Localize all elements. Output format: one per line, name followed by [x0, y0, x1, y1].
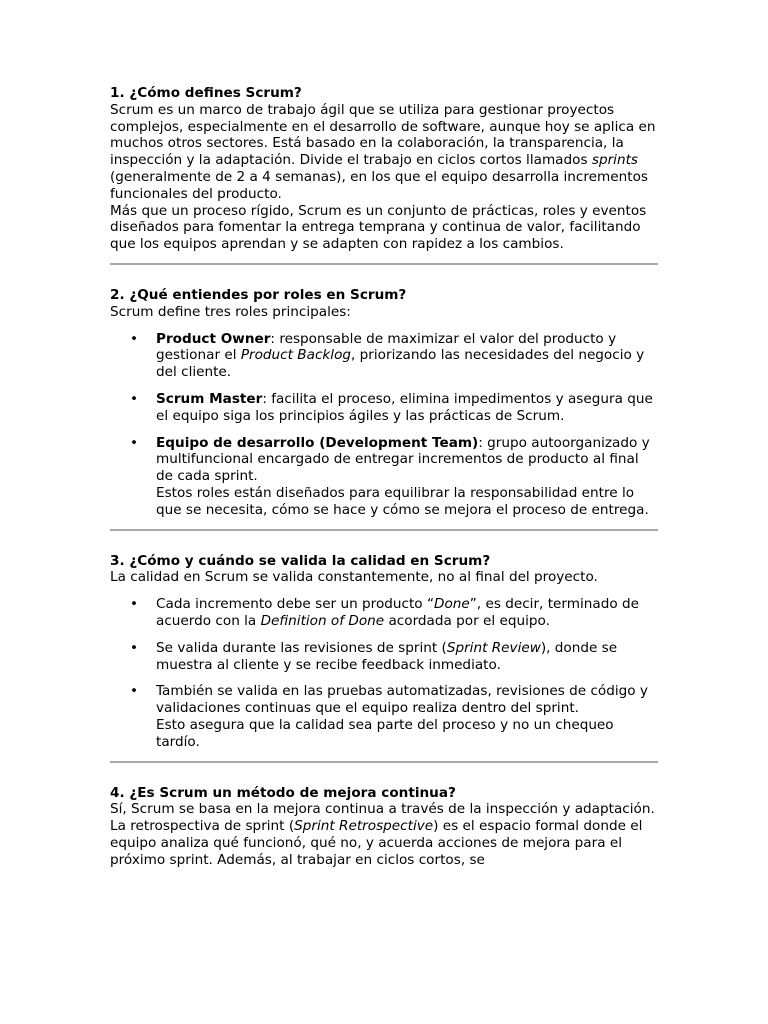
emphasis-text: Product Backlog [240, 347, 352, 364]
text-run: ), donde se muestra al cliente y se recibe feedback inmediato. [156, 639, 618, 673]
bold-text: Equipo de desarrollo (Development Team) [156, 434, 479, 451]
paragraph: La calidad en Scrum se valida constantemente, no al final del proyecto. [110, 569, 598, 586]
section-3 [110, 553, 658, 763]
section-title: 4. ¿Es Scrum un método de mejora continua? [110, 784, 456, 801]
bullet-icon: • [130, 434, 139, 451]
text-run: : responsable de maximizar el valor del producto y gestionar el [156, 330, 617, 364]
paragraph [110, 102, 658, 203]
bullet-icon: • [130, 683, 139, 700]
text-run: acordada por el equipo. [384, 612, 550, 629]
emphasis-text: Sprint Retrospective [294, 818, 434, 835]
paragraph: Scrum define tres roles principales: [110, 303, 351, 320]
section-1 [110, 85, 658, 265]
list-item [110, 331, 658, 381]
text-run: Cada incremento debe ser un producto “ [156, 596, 434, 613]
paragraph: Más que un proceso rígido, Scrum es un conjunto de prácticas, roles y eventos diseñados para fomentar la entrega temprana y continua de valor, facilitando que los equipos aprendan y se adapten con rapidez a los cambios. [110, 202, 647, 253]
bullet-icon: • [130, 596, 139, 613]
text-run: : facilita el proceso, elimina impedimentos y asegura que el equipo siga los principios ágiles y las prácticas de Scrum. [156, 390, 653, 424]
list-item [110, 683, 658, 750]
text-run: Scrum es un marco de trabajo ágil que se utiliza para gestionar proyectos complejos, especialmente en el desarrollo de software, aunque hoy se aplica en muchos otros sectores. Está basado en la colaboración, la transparencia, la inspección y la adaptación. Divide el trabajo en ciclos cortos llamados [110, 101, 656, 169]
paragraph [110, 801, 658, 868]
bold-text: Product Owner [156, 330, 271, 347]
text-run: , priorizando las necesidades del negocio y del cliente. [156, 347, 645, 381]
bullet-icon: • [130, 390, 139, 407]
list-item [110, 640, 658, 674]
text-run: Esto asegura que la calidad sea parte del proceso y no un chequeo tardío. [156, 716, 614, 750]
bullet-icon: • [130, 639, 139, 656]
section-title: 1. ¿Cómo defines Scrum? [110, 85, 302, 101]
text-run: Sí, Scrum se basa en la mejora continua a través de la inspección y adaptación. La retrospectiva de sprint ( [110, 801, 655, 835]
bold-text: Scrum Master [156, 390, 263, 407]
text-run: También se valida en las pruebas automatizadas, revisiones de código y validaciones continuas que el equipo realiza dentro del sprint. [156, 683, 648, 717]
text-run: Se valida durante las revisiones de sprint ( [156, 639, 447, 656]
emphasis-text: Definition of Done [260, 612, 385, 629]
text-run: Estos roles están diseñados para equilibrar la responsabilidad entre lo que se necesita, cómo se hace y cómo se mejora el proceso de entrega. [156, 484, 649, 518]
section-2 [110, 287, 658, 531]
list-item [110, 435, 658, 519]
list-item [110, 596, 658, 630]
text-run: : grupo autoorganizado y multifuncional encargado de entregar incrementos de producto al final de cada sprint. [156, 434, 650, 485]
section-4 [110, 785, 658, 869]
text-run: (generalmente de 2 a 4 semanas), en los que el equipo desarrolla incrementos funcionales del producto. [110, 168, 648, 202]
bullet-list [110, 331, 658, 519]
section-title: 2. ¿Qué entiendes por roles en Scrum? [110, 286, 407, 303]
document-page [110, 85, 658, 868]
bullet-icon: • [130, 330, 139, 347]
bullet-list [110, 596, 658, 750]
text-run: ”, es decir, terminado de acuerdo con la [156, 596, 639, 629]
list-item [110, 391, 658, 425]
text-run: ) es el espacio formal donde el equipo analiza qué funcionó, qué no, y acuerda acciones de mejora para el próximo sprint. Además, al trabajar en ciclos cortos, se [110, 818, 643, 868]
section-title: 3. ¿Cómo y cuándo se valida la calidad en Scrum? [110, 552, 491, 569]
emphasis-text: sprints [591, 152, 638, 169]
emphasis-text: Done [434, 596, 470, 613]
emphasis-text: Sprint Review [446, 639, 541, 656]
